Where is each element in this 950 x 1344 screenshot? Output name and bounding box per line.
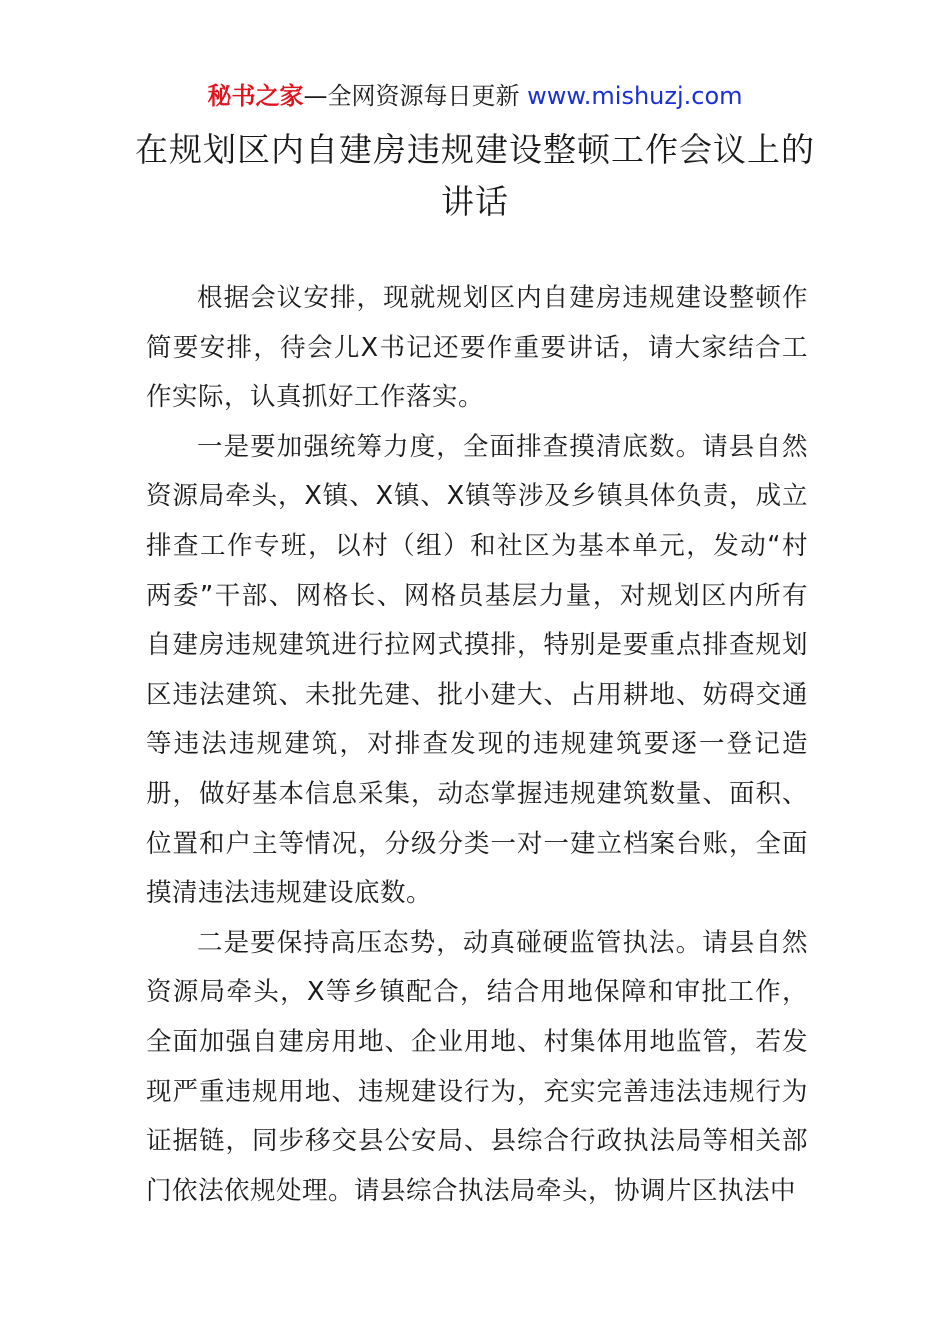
site-banner: [0, 78, 950, 114]
brand-name: 秘书之家: [207, 82, 304, 110]
paragraph-intro: 根据会议安排，现就规划区内自建房违规建设整顿作简要安排，待会儿X书记还要作重要讲话，请大家结合工作实际，认真抓好工作落实。: [146, 283, 808, 413]
document-title: 在规划区内自建房违规建设整顿工作会议上的讲话: [135, 130, 815, 221]
site-url-link[interactable]: www.mishuzj.com: [527, 82, 743, 110]
document-body: [146, 274, 808, 1216]
paragraph-point-one: 一是要加强统筹力度，全面排查摸清底数。请县自然资源局牵头，X镇、X镇、X镇等涉及乡镇具体负责，成立排查工作专班，以村（组）和社区为基本单元，发动“村两委”干部、网格长、网格员基层力量，对规划区内所有自建房违规建筑进行拉网式摸排，特别是要重点排查规划区违法建筑、未批先建、批小建大、占用耕地、妨碍交通等违法违规建筑，对排查发现的违规建筑要逐一登记造册，做好基本信息采集，动态掌握违规建筑数量、面积、位置和户主等情况，分级分类一对一建立档案台账，全面摸清违法违规建设底数。: [146, 431, 808, 909]
paragraph-point-two: 二是要保持高压态势，动真碰硬监管执法。请县自然资源局牵头，X等乡镇配合，结合用地保障和审批工作，全面加强自建房用地、企业用地、村集体用地监管，若发现严重违规用地、违规建设行为，充实完善违法违规行为证据链，同步移交县公安局、县综合行政执法局等相关部门依法依规处理。请县综合执法局牵头，协调片区执法中: [146, 927, 808, 1206]
banner-tagline: —全网资源每日更新: [303, 82, 528, 110]
